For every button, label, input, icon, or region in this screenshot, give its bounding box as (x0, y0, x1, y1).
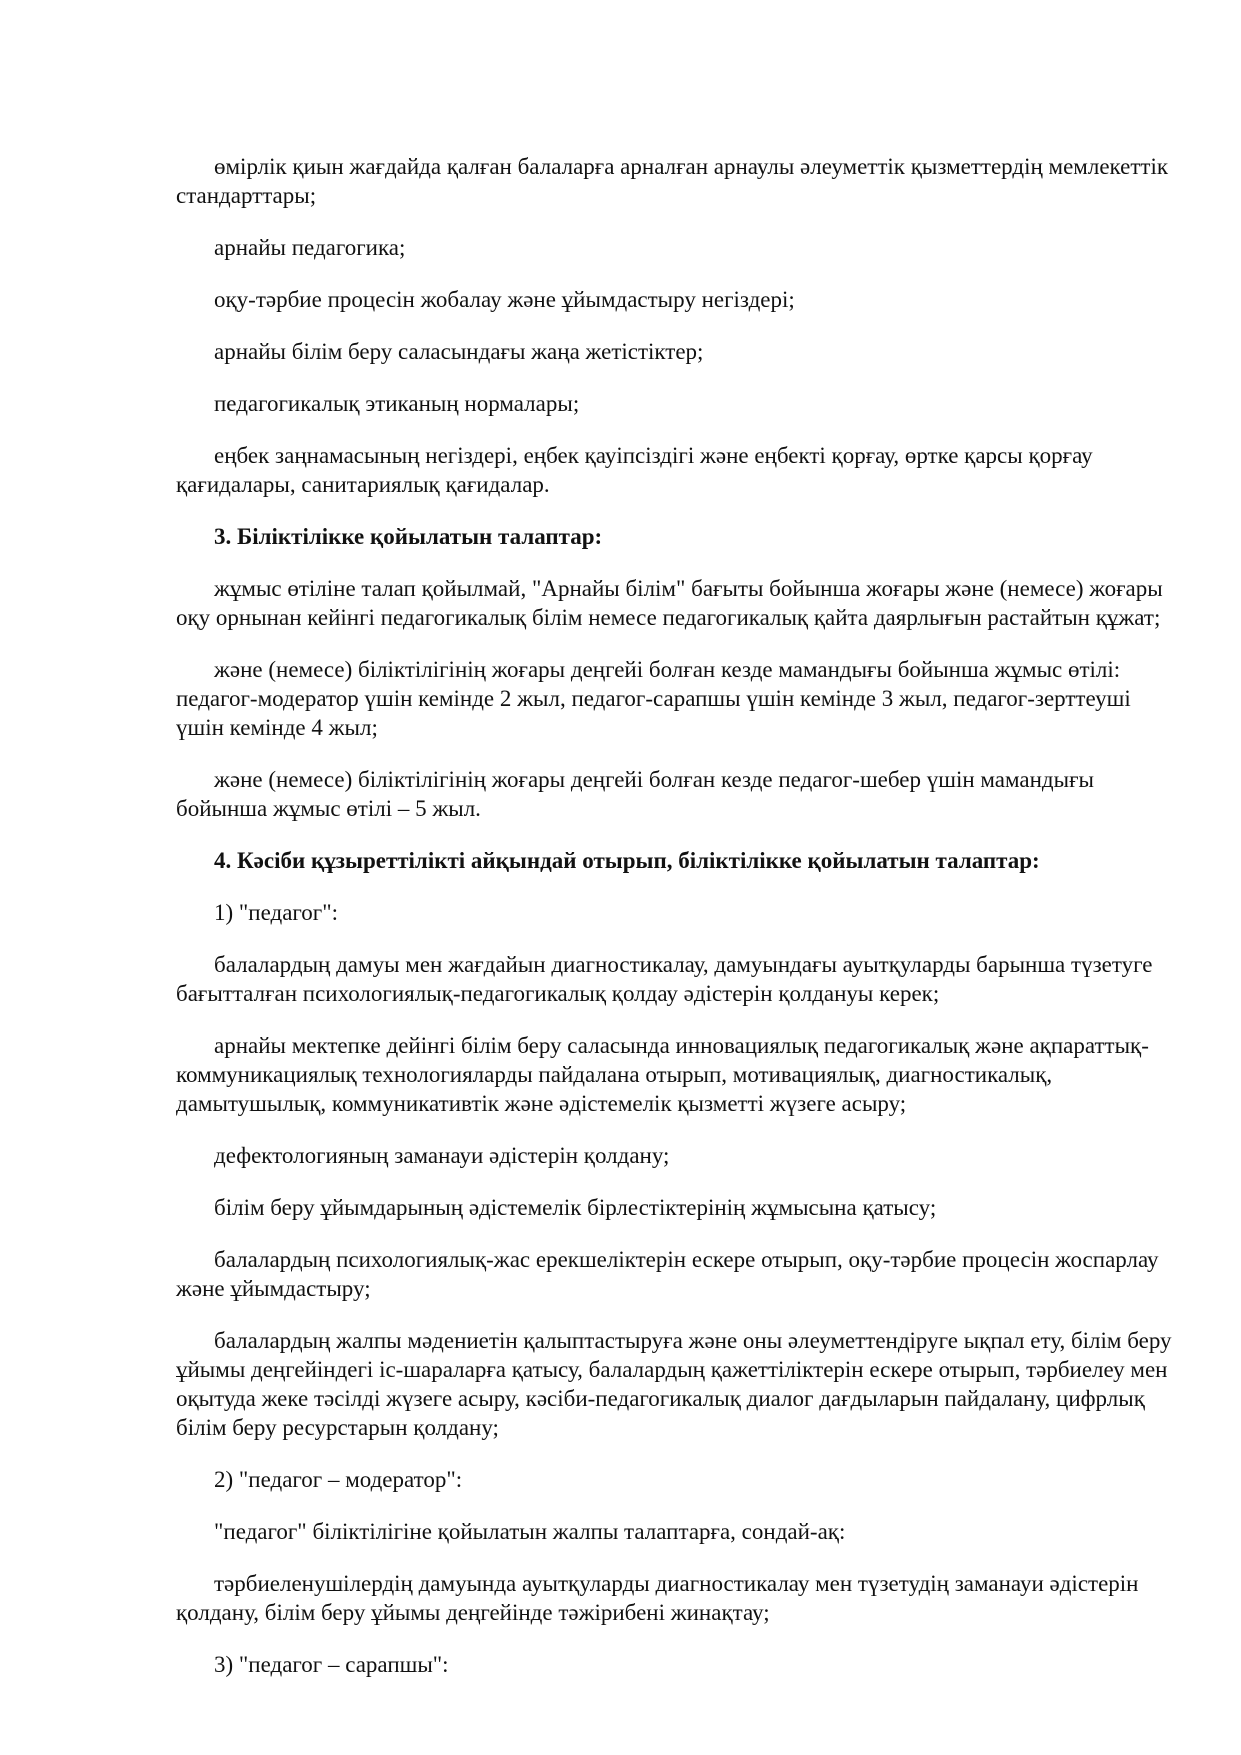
paragraph: білім беру ұйымдарының әдістемелік бірлестіктерінің жұмысына қатысу; (214, 1195, 937, 1220)
paragraph: тәрбиеленушілердің дамуында ауытқуларды диагностикалау мен түзетудің заманауи әдістерін қолдану, білім беру ұйымы деңгейінде тәжірибені жинақтау; (176, 1571, 1139, 1625)
list-item-label: 2) "педагог – модератор": (214, 1467, 463, 1492)
list-item-label: 1) "педагог": (214, 900, 338, 925)
paragraph: арнайы білім беру саласындағы жаңа жетістіктер; (214, 339, 704, 364)
paragraph: оқу-тәрбие процесін жобалау және ұйымдастыру негіздері; (214, 287, 795, 312)
paragraph: және (немесе) біліктілігінің жоғары деңгейі болған кезде педагог-шебер үшін мамандығы бойынша жұмыс өтілі – 5 жыл. (176, 767, 1094, 821)
paragraph: балалардың дамуы мен жағдайын диагностикалау, дамуындағы ауытқуларды барынша түзетуге бағытталған психологиялық-педагогикалық қолдау әдістерін қолдануы керек; (176, 952, 1153, 1006)
paragraph: балалардың жалпы мәдениетін қалыптастыруға және оны әлеуметтендіруге ықпал ету, білім беру ұйымы деңгейіндегі іс-шараларға қатысу, балалардың қажеттіліктерін ескере отырып, тәрбиелеу мен оқытуда жеке тәсілді жүзеге асыру, кәсіби-педагогикалық диалог дағдыларын пайдалану, цифрлық білім беру ресурстарын қолдану; (176, 1328, 1172, 1440)
paragraph: арнайы педагогика; (214, 235, 406, 260)
paragraph: педагогикалық этиканың нормалары; (214, 391, 580, 416)
paragraph: арнайы мектепке дейінгі білім беру саласында инновациялық педагогикалық және ақпараттық-коммуникациялық технологияларды пайдалана отырып, мотивациялық, диагностикалық, дамытушылық, коммуникативтік және әдістемелік қызметті жүзеге асыру; (176, 1033, 1149, 1116)
paragraph: балалардың психологиялық-жас ерекшеліктерін ескере отырып, оқу-тәрбие процесін жоспарлау және ұйымдастыру; (176, 1247, 1159, 1301)
paragraph: және (немесе) біліктілігінің жоғары деңгейі болған кезде мамандығы бойынша жұмыс өтілі: педагог-модератор үшін кемінде 2 жыл, педагог-сарапшы үшін кемінде 3 жыл, педагог-зерттеуші үшін кемінде 4 жыл; (176, 657, 1131, 740)
paragraph: дефектологияның заманауи әдістерін қолдану; (214, 1143, 670, 1168)
section-heading: 4. Кәсіби құзыреттілікті айқындай отырып, біліктілікке қойылатын талаптар: (214, 848, 1040, 873)
paragraph: еңбек заңнамасының негіздері, еңбек қауіпсіздігі және еңбекті қорғау, өртке қарсы қорғау қағидалары, санитариялық қағидалар. (176, 443, 1093, 497)
document-body (176, 152, 1176, 1702)
section-heading: 3. Біліктілікке қойылатын талаптар: (214, 524, 603, 549)
list-item-label: 3) "педагог – сарапшы": (214, 1652, 449, 1677)
paragraph: "педагог" біліктілігіне қойылатын жалпы талаптарға, сондай-ақ: (214, 1519, 846, 1544)
paragraph: өмірлік қиын жағдайда қалған балаларға арналған арнаулы әлеуметтік қызметтердің мемлекеттік стандарттары; (176, 154, 1169, 208)
paragraph: жұмыс өтіліне талап қойылмай, "Арнайы білім" бағыты бойынша жоғары және (немесе) жоғары оқу орнынан кейінгі педагогикалық білім немесе педагогикалық қайта даярлығын растайтын құжат; (176, 576, 1163, 630)
